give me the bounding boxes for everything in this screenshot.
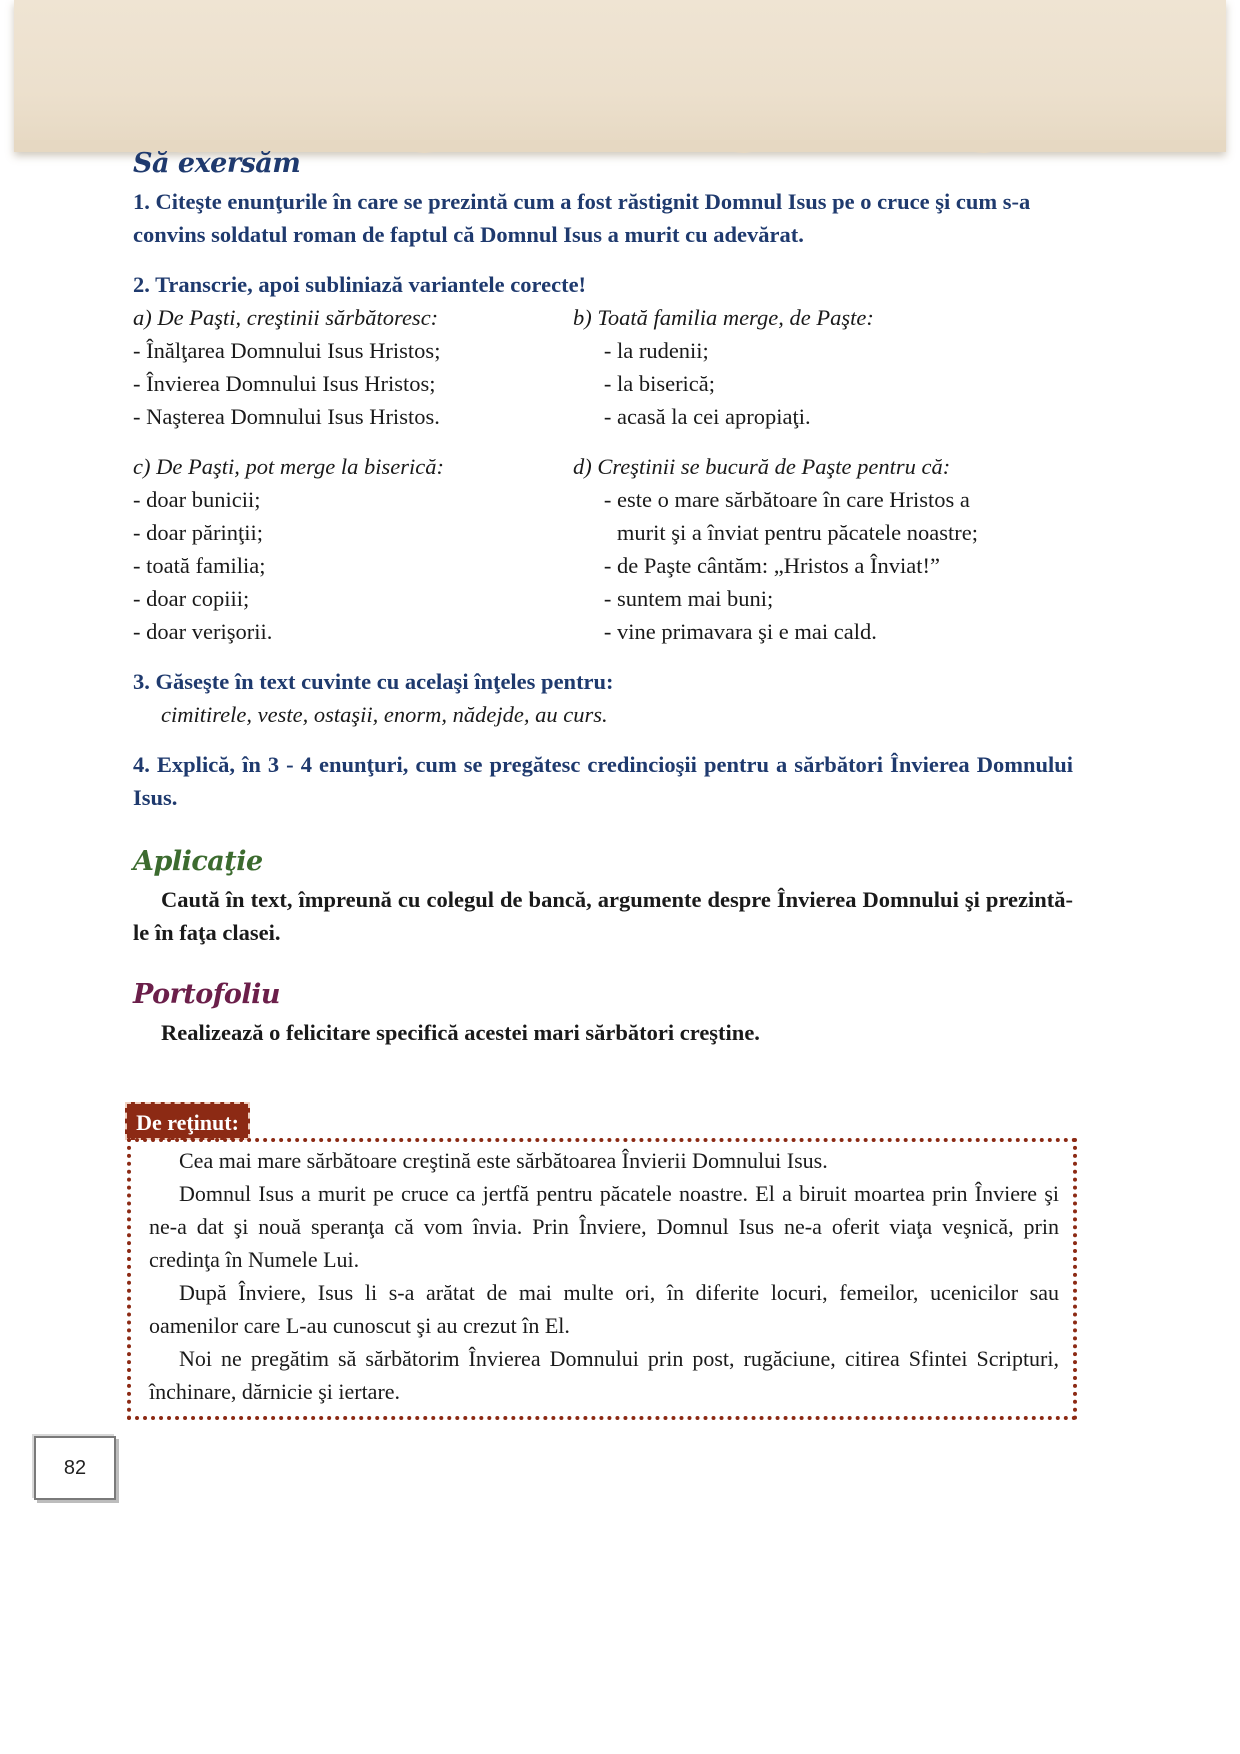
list-item: - la rudenii; [603, 338, 709, 363]
option-c-title: c) De Paşti, pot merge la biserică: [133, 454, 444, 479]
list-item: - la biserică; [603, 371, 716, 396]
list-item: - de Paşte cântăm: „Hristos a Înviat!” [603, 553, 940, 578]
portfolio-heading: Portofoliu [133, 979, 281, 1010]
list-item: - vine primavara şi e mai cald. [603, 619, 877, 644]
list-item: - Înălţarea Domnului Isus Hristos; [133, 338, 441, 363]
retinut-paragraph: Cea mai mare sărbătoare creştină este sărbătoarea Învierii Domnului Isus. [179, 1148, 828, 1173]
application-text: Caută în text, împreună cu colegul de bancă, argumente despre Învierea Domnului şi prezintă-le în faţa clasei. [133, 887, 1073, 945]
list-item: - doar bunicii; [133, 487, 261, 512]
application-heading: Aplicaţie [133, 846, 263, 877]
list-item: - toată familia; [133, 553, 266, 578]
list-item: - Învierea Domnului Isus Hristos; [133, 371, 436, 396]
option-d-list [546, 483, 1073, 648]
retinut-label: De reţinut: [125, 1102, 250, 1140]
header-paper-banner [14, 0, 1226, 152]
list-item: - doar copiii; [133, 586, 250, 611]
question-3-words: cimitirele, veste, ostaşii, enorm, nădejde, au curs. [161, 702, 608, 727]
question-4: 4. Explică, în 3 - 4 enunţuri, cum se pregătesc credincioşii pentru a sărbători Învierea Domnului Isus. [133, 752, 1073, 810]
list-item: - este o mare sărbătoare în care Hristos a [603, 487, 970, 512]
question-3: 3. Găseşte în text cuvinte cu acelaşi înţeles pentru: [133, 669, 614, 694]
option-a-title: a) De Paşti, creştinii sărbătoresc: [133, 305, 439, 330]
options-ab-row [133, 334, 1073, 433]
options-cd-row [133, 483, 1073, 648]
question-1: 1. Citeşte enunţurile în care se prezintă cum a fost răstignit Domnul Isus pe o cruce şi cum s-a convins soldatul roman de faptul că Domnul Isus a murit cu adevărat. [133, 189, 1031, 247]
option-d-title: d) Creştinii se bucură de Paşte pentru că: [573, 454, 951, 479]
question-2: 2. Transcrie, apoi subliniază variantele corecte! [133, 272, 587, 297]
exercise-heading: Să exersăm [133, 148, 301, 179]
retinut-paragraph: După Înviere, Isus li s-a arătat de mai multe ori, în diferite locuri, femeilor, ucenicilor sau oamenilor care L-au cunoscut şi au crezut în El. [149, 1280, 1059, 1338]
retinut-paragraph: Noi ne pregătim să sărbătorim Învierea Domnului prin post, rugăciune, citirea Sfintei Scripturi, închinare, dărnicie şi iertare. [149, 1346, 1059, 1404]
options-cd-titles [133, 450, 1073, 483]
list-item: murit şi a înviat pentru păcatele noastre; [616, 520, 978, 545]
list-item: - doar părinţii; [133, 520, 263, 545]
list-item: - suntem mai buni; [603, 586, 774, 611]
option-b-list [546, 334, 1073, 433]
option-b-title: b) Toată familia merge, de Paşte: [573, 305, 874, 330]
option-c-list [133, 483, 546, 648]
list-item: - acasă la cei apropiaţi. [603, 404, 811, 429]
portfolio-text: Realizează o felicitare specifică acestei mari sărbători creştine. [161, 1020, 760, 1045]
list-item: - Naşterea Domnului Isus Hristos. [133, 404, 440, 429]
main-content [133, 148, 1073, 1049]
retinut-paragraph: Domnul Isus a murit pe cruce ca jertfă pentru păcatele noastre. El a biruit moartea prin Înviere şi ne-a dat şi nouă speranţa că vom învia. Prin Înviere, Domnul Isus ne-a oferit viaţa veşnică, prin credinţa în Numele Lui. [149, 1181, 1059, 1272]
option-a-list [133, 334, 546, 433]
retinut-box [127, 1138, 1077, 1420]
list-item: - doar verişorii. [133, 619, 273, 644]
page-number: 82 [34, 1436, 116, 1500]
options-ab-titles [133, 301, 1073, 334]
